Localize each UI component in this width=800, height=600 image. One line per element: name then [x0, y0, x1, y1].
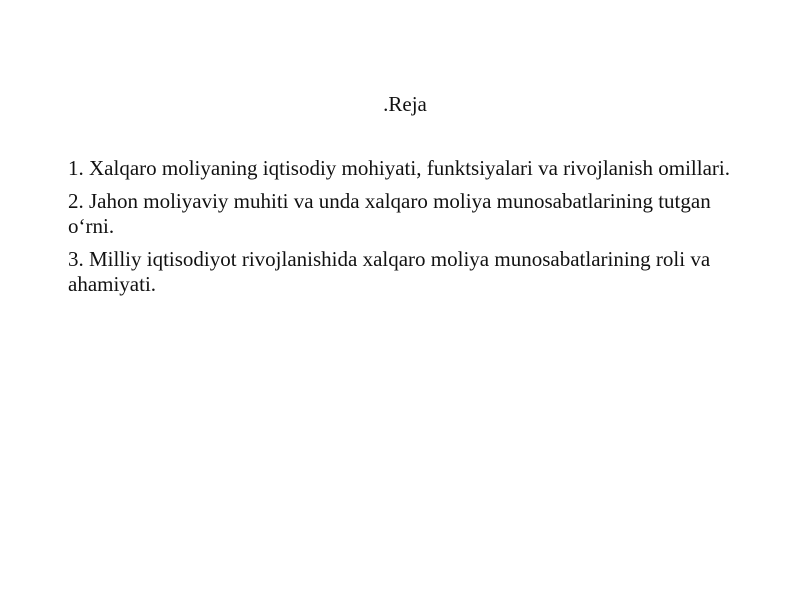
list-item: 2. Jahon moliyaviy muhiti va unda xalqaro moliya munosabatlarining tutgan o‘rni. — [68, 189, 711, 238]
list-item: 3. Milliy iqtisodiyot rivojlanishida xalqaro moliya munosabatlarining roli va ahamiyati. — [68, 247, 711, 296]
page-title: .Reja — [383, 92, 427, 116]
list-item: 1. Xalqaro moliyaning iqtisodiy mohiyati, funktsiyalari va rivojlanish omillari. — [68, 156, 730, 180]
plan-list — [68, 156, 732, 305]
